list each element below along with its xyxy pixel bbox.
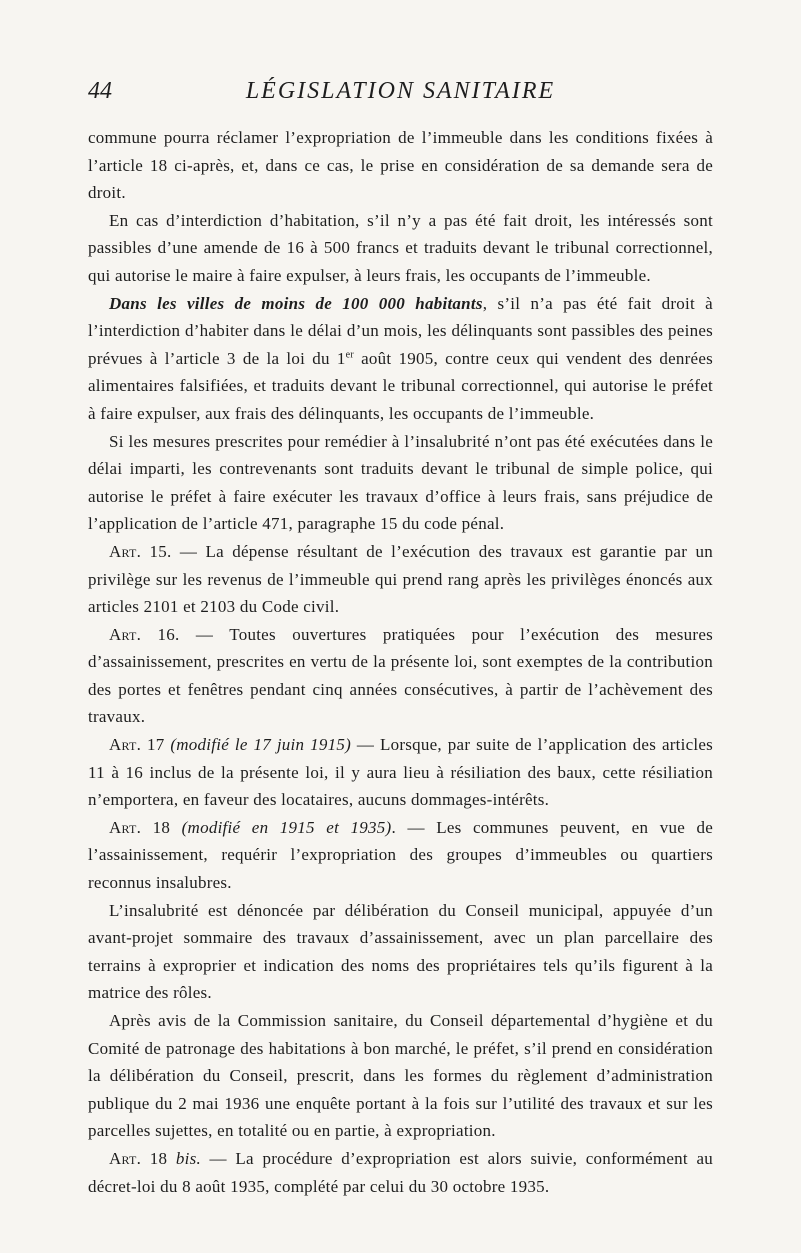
article-18-bis: Art. 18 bis. — La procédure d’expropriation est alors suivie, conformément au décret-loi du 8 août 1935, complété par celui du 30 octobre 1935. — [88, 1148, 714, 1196]
article-number: Art. 18 — [109, 1148, 168, 1168]
article-number: Art. 16. — [109, 624, 180, 644]
superscript: er — [345, 349, 354, 361]
article-note: (modifié en 1915 et 1935) — [181, 817, 392, 837]
article-17: Art. 17 (modifié le 17 juin 1915) — Lorsque, par suite de l’application des articles 11 à 16 inclus de la présente loi, il y aura lieu à résiliation des baux, cette résiliation n’emportera, en faveur des locataires, aucuns dommages-intérêts. — [88, 735, 714, 810]
paragraph: Après avis de la Commission sanitaire, du Conseil départemental d’hygiène et du Comité de patronage des habitations à bon marché, le préfet, s’il prend en considération la délibération du Conseil, prescrit, dans les formes du règlement d’administration publique du 2 mai 1936 une enquête portant à la fois sur l’utilité des travaux et sur les parcelles sujettes, en totalité ou en partie, à expropriation. — [88, 1011, 713, 1141]
page-number: 44 — [88, 78, 112, 104]
article-16: Art. 16. — Toutes ouvertures pratiquées pour l’exécution des mesures d’assainissement, prescrites en vertu de la présente loi, sont exemptes de la contribution des portes et fenêtres pendant cinq années consécutives, à partir de l’achèvement des travaux. — [88, 624, 713, 727]
paragraph: L’insalubrité est dénoncée par délibération du Conseil municipal, appuyée d’un avant-projet sommaire des travaux d’assainissement, avec un plan parcellaire des terrains à exproprier et indication des noms des propriétaires tels qu’ils figurent à la matrice des rôles. — [88, 900, 713, 1003]
paragraph: Dans les villes de moins de 100 000 habitants, s’il n’a pas été fait droit à l’interdiction d’habiter dans le délai d’un mois, les délinquants sont passibles des peines prévues à l’article 3 de la loi du 1er août 1905, contre ceux qui vendent des denrées alimentaires falsifiées, et traduits devant le tribunal correctionnel, qui autorise le préfet à faire expulser, aux frais des délinquants, les occupants de l’immeuble. — [88, 293, 714, 423]
article-number: Art. 15. — [109, 541, 172, 561]
paragraph: commune pourra réclamer l’expropriation de l’immeuble dans les conditions fixées à l’article 18 ci-après, et, dans ce cas, le prise en considération de sa demande sera de droit. — [88, 128, 713, 203]
article-18: Art. 18 (modifié en 1915 et 1935). — Les communes peuvent, en vue de l’assainissement, requérir l’expropriation des groupes d’immeubles ou quartiers reconnus insalubres. — [88, 817, 714, 893]
article-note: bis. — [175, 1148, 201, 1168]
italic-phrase: Dans les villes de moins de 100 000 habitants — [109, 293, 483, 313]
page-header — [88, 78, 713, 114]
article-number: Art. 17 — [109, 735, 165, 755]
article-15: Art. 15. — La dépense résultant de l’exécution des travaux est garantie par un privilège sur les revenus de l’immeuble qui prend rang après les privilèges énoncés aux articles 2101 et 2103 du Code civil. — [88, 541, 713, 617]
article-number: Art. 18 — [109, 817, 171, 837]
paragraph: En cas d’interdiction d’habitation, s’il n’y a pas été fait droit, les intéressés sont passibles d’une amende de 16 à 500 francs et traduits devant le tribunal correctionnel, qui autorise le maire à faire expulser, à leurs frais, les occupants de l’immeuble. — [88, 210, 713, 285]
paragraph: Si les mesures prescrites pour remédier à l’insalubrité n’ont pas été exécutées dans le délai imparti, les contrevenants sont traduits devant le tribunal de simple police, qui autorise le préfet à faire exécuter les travaux d’office à leurs frais, sans préjudice de l’application de l’article 471, paragraphe 15 du code pénal. — [88, 431, 713, 534]
body-text — [88, 124, 713, 1200]
article-note: (modifié le 17 juin 1915) — [170, 735, 352, 755]
running-title: LÉGISLATION SANITAIRE — [245, 78, 556, 104]
